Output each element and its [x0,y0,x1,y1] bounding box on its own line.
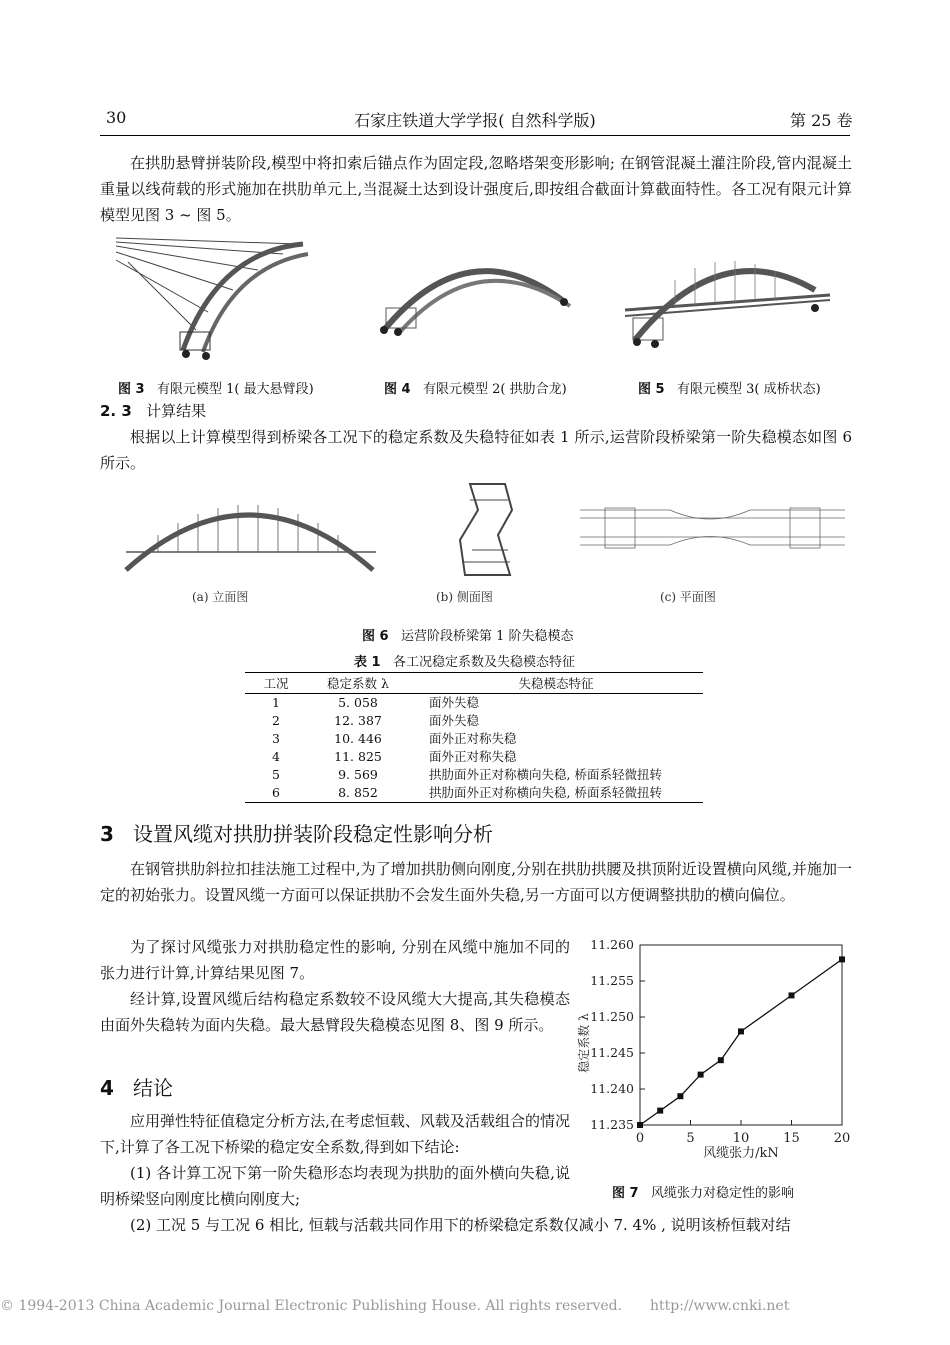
paragraph-conclusion-2: (2) 工况 5 与工况 6 相比, 恒载与活载共同作用下的桥梁稳定系数仅减小 7. 4% , 说明该桥恒载对结 [130,1216,791,1234]
data-point [738,1028,744,1034]
copyright-notice: © 1994-2013 China Academic Journal Electronic Publishing House. All rights reserved. [0,1298,623,1314]
table-cell: 9. 569 [338,767,378,782]
figure-7-caption [612,1182,794,1201]
volume-label: 第 25 卷 [790,111,853,130]
figure-5-drawing [615,240,840,355]
footer-url: http://www.cnki.net [650,1298,790,1314]
paragraph-wind-cable: 在钢管拱肋斜拉扣挂法施工过程中,为了增加拱肋侧向刚度,分别在拱肋拱腰及拱顶附近设置横向风缆,并施加一定的初始张力。设置风缆一方面可以保证拱肋不会发生面外失稳,另一方面可以方便调整拱肋的横向偏位。 [100,860,852,904]
journal-title: 石家庄铁道大学学报( 自然科学版) [354,111,596,130]
table-header-coefficient: 稳定系数 λ [307,673,409,694]
figure-4-text: 有限元模型 2( 拱肋合龙) [422,382,567,397]
table-cell: 6 [245,784,307,803]
table-cell: 面外正对称失稳 [429,731,517,746]
table-1 [245,672,703,803]
figure-4-number: 图 4 [384,382,411,397]
table-row [245,766,703,784]
figure-6-caption [362,625,574,644]
figure-6c-label: (c) 平面图 [660,590,716,604]
table-cell: 10. 446 [334,731,382,746]
section-3-number: 3 [100,822,114,846]
table-header-case: 工况 [245,673,307,694]
table-1-title: 各工况稳定系数及失稳模态特征 [392,655,575,670]
table-cell: 8. 852 [307,784,409,803]
table-1-number: 表 1 [354,655,381,670]
section-3-heading [100,818,493,847]
x-tick-label: 20 [833,1131,851,1146]
section-4-title: 结论 [133,1076,173,1100]
section-4-heading [100,1072,173,1101]
figure-6b-label: (b) 侧面图 [436,590,493,604]
x-tick-label: 10 [732,1131,750,1146]
section-2-3-title: 计算结果 [146,402,207,420]
figure-4-drawing [372,240,592,340]
y-tick-label: 11.245 [590,1045,634,1060]
figure-6-text: 运营阶段桥梁第 1 阶失稳模态 [400,629,574,644]
x-tick-label: 15 [783,1131,800,1146]
table-cell: 面外正对称失稳 [429,749,517,764]
figure-5-caption [638,378,821,397]
figure-3-number: 图 3 [118,382,145,397]
figure-4-caption [384,378,567,397]
table-header-mode: 失稳模态特征 [409,673,703,694]
figure-6-number: 图 6 [362,629,389,644]
data-point [789,992,795,998]
x-tick-label: 5 [686,1131,695,1146]
figure-6a-elevation [118,490,388,580]
table-cell: 12. 387 [334,713,382,728]
figure-6b-side [450,480,530,580]
paragraph-model-description: 在拱肋悬臂拼装阶段,模型中将扣索后锚点作为固定段,忽略塔架变形影响; 在钢管混凝土灌注阶段,管内混凝土重量以线荷载的形式施加在拱肋单元上,当混凝土达到设计强度后,即按组合截面计算截面特性。各工况有限元计算模型见图 3 ~ 图 5。 [100,154,852,224]
figure-6c-plan [575,500,850,560]
section-4-number: 4 [100,1076,114,1100]
y-tick-label: 11.260 [590,937,634,952]
table-row [245,748,703,766]
paragraph-calculation: 经计算,设置风缆后结构稳定系数较不设风缆大大提高,其失稳模态由面外失稳转为面内失稳。最大悬臂段失稳模态见图 8、图 9 所示。 [100,990,570,1034]
x-axis-label: 风缆张力/kN [703,1146,779,1161]
paragraph-tension-study: 为了探讨风缆张力对拱肋稳定性的影响, 分别在风缆中施加不同的张力进行计算,计算结果见图 7。 [100,938,570,982]
y-tick-label: 11.255 [590,973,634,988]
figure-5-number: 图 5 [638,382,665,397]
data-point [637,1122,643,1128]
table-cell: 面外失稳 [429,695,480,710]
plot-frame [640,945,842,1125]
table-cell: 拱肋面外正对称横向失稳, 桥面系轻微扭转 [429,767,662,782]
figure-3-drawing [108,232,338,367]
figure-7-chart [572,935,862,1170]
data-point [839,956,845,962]
paragraph-conclusion-intro: 应用弹性特征值稳定分析方法,在考虑恒载、风载及活载组合的情况下,计算了各工况下桥梁的稳定安全系数,得到如下结论: [100,1112,570,1156]
figure-5-text: 有限元模型 3( 成桥状态) [676,382,821,397]
table-cell: 拱肋面外正对称横向失稳, 桥面系轻微扭转 [409,784,703,803]
y-tick-label: 11.250 [590,1009,634,1024]
table-cell: 面外失稳 [429,713,480,728]
table-cell: 5. 058 [338,695,378,710]
paragraph-results: 根据以上计算模型得到桥梁各工况下的稳定系数及失稳特征如表 1 所示,运营阶段桥梁第一阶失稳模态如图 6 所示。 [100,428,852,472]
section-2-3-number: 2. 3 [100,402,132,420]
paragraph-conclusion-1: (1) 各计算工况下第一阶失稳形态均表现为拱肋的面外横向失稳,说明桥梁竖向刚度比横向刚度大; [100,1164,570,1208]
figure-3-text: 有限元模型 1( 最大悬臂段) [156,382,314,397]
header-rule [100,135,850,136]
data-point [677,1093,683,1099]
table-row [245,694,703,713]
table-cell: 3 [272,731,280,746]
figure-3-caption [118,378,314,397]
data-point [718,1057,724,1063]
table-row [245,784,703,803]
data-point [698,1072,704,1078]
table-cell: 4 [272,749,280,764]
table-cell: 2 [272,713,280,728]
table-row [245,730,703,748]
figure-7-number: 图 7 [612,1186,639,1201]
series-line [640,959,842,1125]
x-tick-label: 0 [635,1131,645,1146]
table-1-caption [354,651,575,670]
section-2-3-heading [100,400,206,421]
table-cell: 5 [272,767,280,782]
page-number: 30 [106,108,127,127]
table-row [245,712,703,730]
data-point [657,1108,663,1114]
section-3-title: 设置风缆对拱肋拼装阶段稳定性影响分析 [133,822,493,846]
figure-6a-label: (a) 立面图 [192,590,249,604]
y-tick-label: 11.240 [590,1081,634,1096]
figure-7-text: 风缆张力对稳定性的影响 [650,1186,794,1201]
y-tick-label: 11.235 [590,1117,634,1132]
table-cell: 1 [272,695,280,710]
table-cell: 11. 825 [334,749,382,764]
y-axis-label: 稳定系数 λ [577,1013,591,1073]
